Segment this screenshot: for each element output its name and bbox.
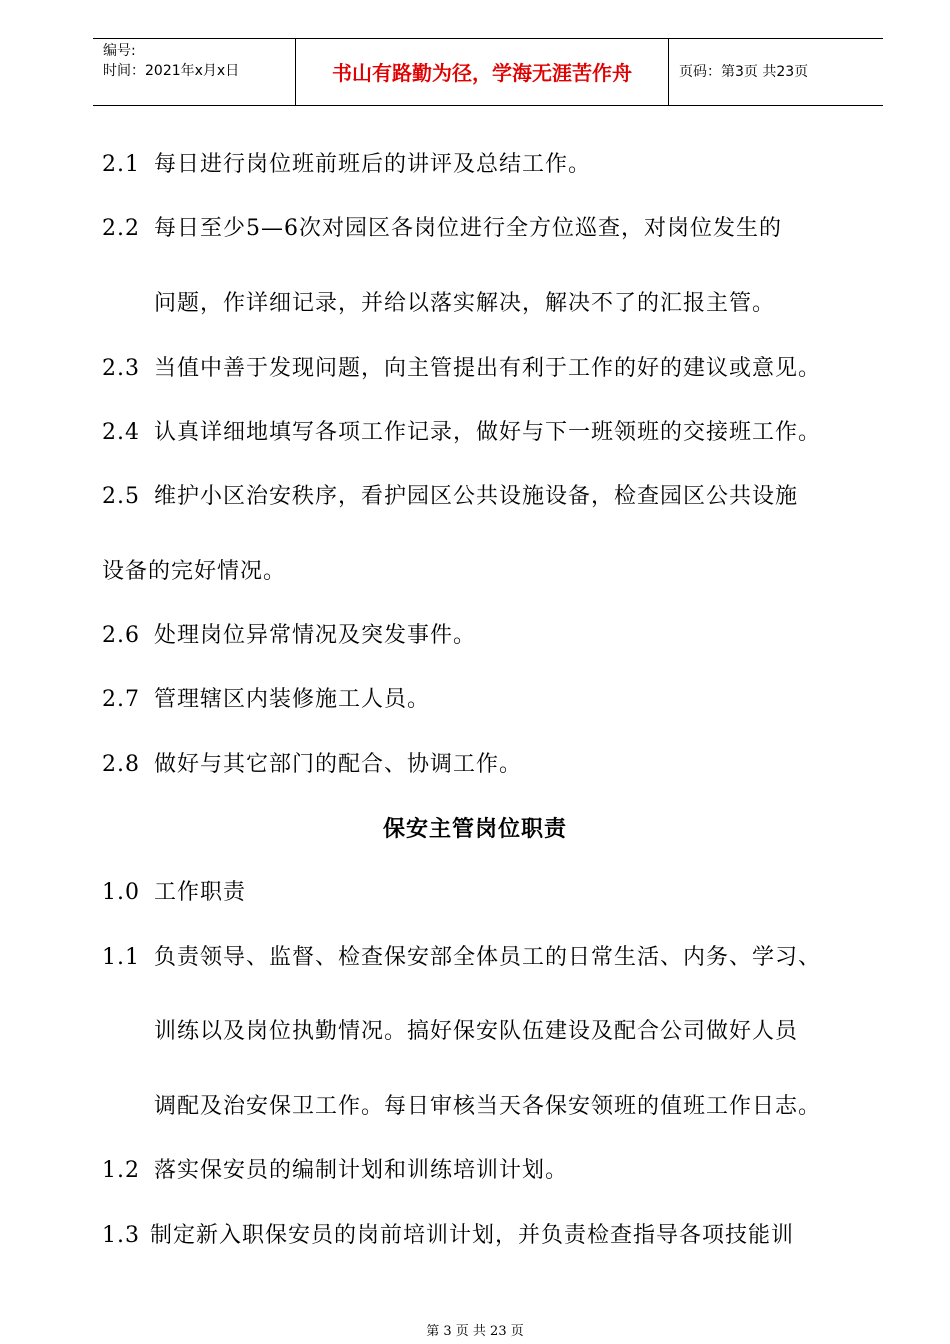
paragraph-continuation: [154, 1018, 798, 1046]
paragraph-number: 1.2: [102, 1158, 140, 1183]
paragraph-number: 1.0: [102, 880, 140, 905]
paragraph: [102, 622, 476, 650]
header-page-cell: [669, 39, 883, 105]
paragraph: [102, 686, 430, 714]
paragraph-text: 落实保安员的编制计划和训练培训计划。: [154, 1158, 569, 1183]
paragraph-text: 认真详细地填写各项工作记录，做好与下一班领班的交接班工作。: [154, 420, 822, 445]
paragraph-continuation: [102, 558, 286, 586]
paragraph: [102, 944, 821, 972]
paragraph-number: 2.2: [102, 216, 140, 241]
paragraph: [102, 215, 782, 243]
paragraph: [102, 1222, 794, 1250]
paragraph-text: 训练以及岗位执勤情况。搞好保安队伍建设及配合公司做好人员: [154, 1019, 799, 1044]
paragraph-number: 2.7: [102, 687, 140, 712]
paragraph-number: 1.1: [102, 945, 140, 970]
paragraph-number: 2.8: [102, 752, 140, 777]
header-meta-cell: [93, 39, 296, 105]
paragraph-number: 1.3: [102, 1223, 140, 1248]
time-label: 时间：2021年x月x日: [103, 63, 240, 79]
paragraph: [102, 355, 821, 383]
paragraph-text: 管理辖区内装修施工人员。: [154, 687, 431, 712]
page-header: [93, 38, 883, 106]
paragraph-number: 2.5: [102, 484, 140, 509]
paragraph: [102, 151, 591, 179]
paragraph-text: 每日至少5—6次对园区各岗位进行全方位巡查，对岗位发生的: [154, 216, 782, 241]
page-footer: 第 3 页 共 23 页: [426, 1324, 524, 1339]
paragraph-text: 问题，作详细记录，并给以落实解决，解决不了的汇报主管。: [154, 291, 776, 316]
serial-label: 编号:: [103, 43, 136, 59]
paragraph: [102, 419, 821, 447]
paragraph-text: 工作职责: [154, 880, 247, 905]
paragraph-number: 2.1: [102, 152, 140, 177]
header-motto-cell: [296, 39, 669, 105]
paragraph-text: 做好与其它部门的配合、协调工作。: [154, 752, 523, 777]
header-motto: 书山有路勤为径，学海无涯苦作舟: [332, 61, 632, 85]
paragraph-text: 制定新入职保安员的岗前培训计划，并负责检查指导各项技能训: [150, 1223, 795, 1248]
section-title: 保安主管岗位职责: [382, 816, 567, 842]
paragraph-text: 调配及治安保卫工作。每日审核当天各保安领班的值班工作日志。: [154, 1094, 822, 1119]
paragraph-number: 2.4: [102, 420, 140, 445]
paragraph: [102, 483, 798, 511]
paragraph-text: 负责领导、监督、检查保安部全体员工的日常生活、内务、学习、: [154, 945, 822, 970]
paragraph: [102, 879, 246, 907]
paragraph-continuation: [154, 1093, 821, 1121]
paragraph-number: 2.3: [102, 356, 140, 381]
paragraph: [102, 1157, 568, 1185]
header-page-info: 页码：第3页 共23页: [679, 64, 809, 80]
paragraph-text: 处理岗位异常情况及突发事件。: [154, 623, 477, 648]
paragraph-continuation: [154, 290, 775, 318]
paragraph-text: 每日进行岗位班前班后的讲评及总结工作。: [154, 152, 592, 177]
paragraph-number: 2.6: [102, 623, 140, 648]
paragraph-text: 维护小区治安秩序，看护园区公共设施设备，检查园区公共设施: [154, 484, 799, 509]
paragraph-text: 设备的完好情况。: [102, 559, 287, 584]
paragraph-text: 当值中善于发现问题，向主管提出有利于工作的好的建议或意见。: [154, 356, 822, 381]
paragraph: [102, 751, 522, 779]
